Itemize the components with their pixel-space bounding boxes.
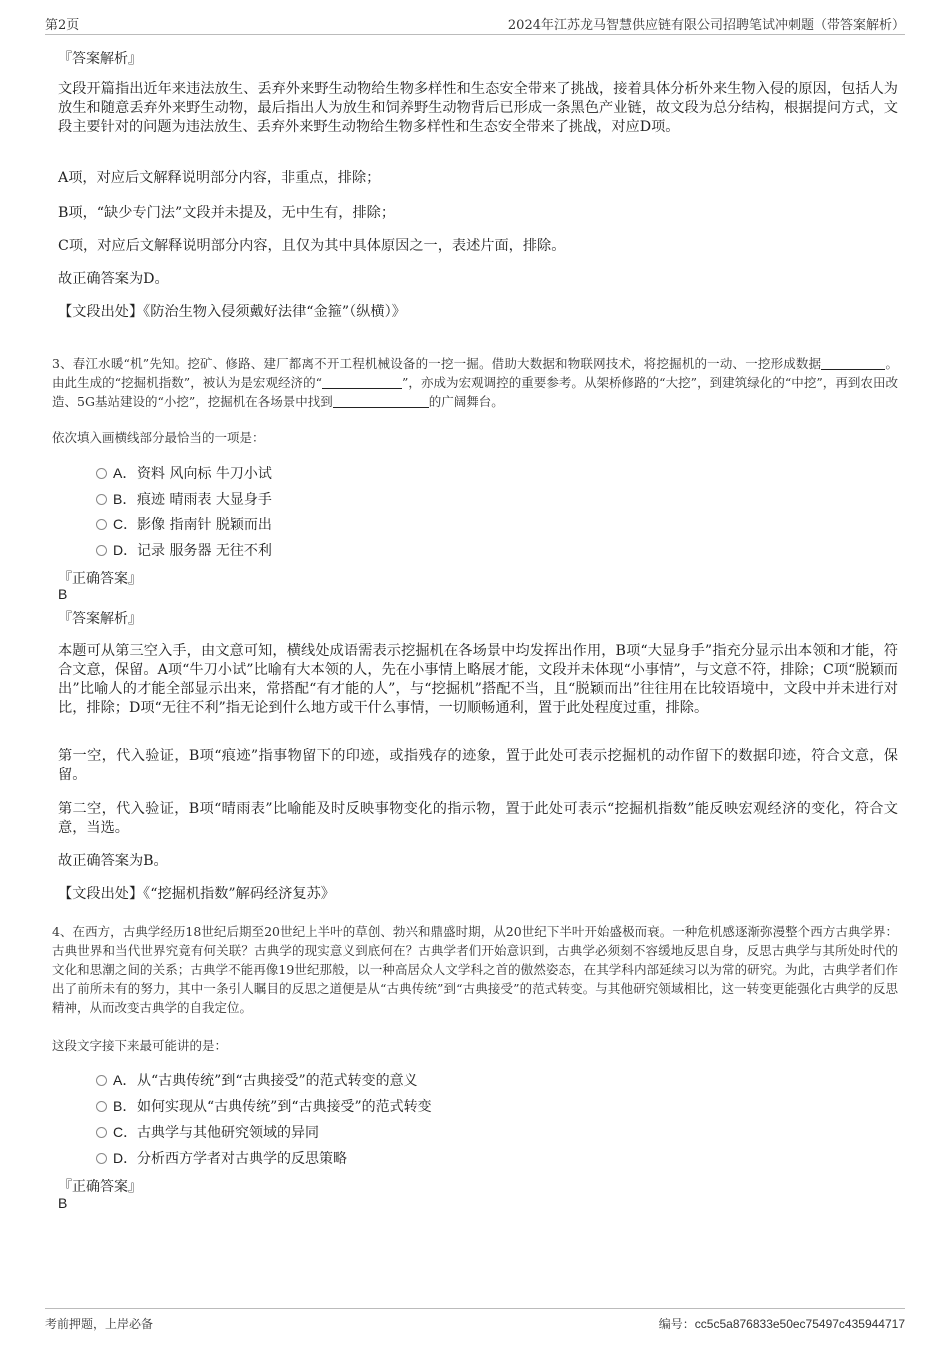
option-d[interactable]: D．分析西方学者对古典学的反思策略	[96, 1148, 347, 1168]
analysis-line-c: C项，对应后文解释说明部分内容，且仅为其中具体原因之一，表述片面，排除。	[58, 238, 566, 254]
option-b[interactable]: B．如何实现从“古典传统”到“古典接受”的范式转变	[96, 1096, 432, 1116]
page-footer	[45, 1308, 905, 1337]
analysis-paragraph: 文段开篇指出近年来违法放生、丢弃外来野生动物给生物多样性和生态安全带来了挑战，接着具体分析外来生物入侵的原因，包括人为放生和随意丢弃外来野生动物，最后指出人为放生和饲养野生动物背后已形成一条黑色产业链，故文段为总分结构，根据提问方式，文段主要针对的问题为违法放生、丢弃外来野生动物给生物多样性和生态安全带来了挑战，对应D项。	[58, 81, 898, 135]
answer-conclusion: 故正确答案为B。	[58, 853, 168, 869]
option-c[interactable]: C．影像 指南针 脱颖而出	[96, 514, 272, 534]
correct-answer: B	[58, 1195, 68, 1211]
option-a[interactable]: A．资料 风向标 牛刀小试	[96, 463, 272, 483]
answer-conclusion: 故正确答案为D。	[58, 271, 169, 287]
document-code: 编号：cc5c5a876833e50ec75497c435944717	[658, 1317, 905, 1331]
document-title: 2024年江苏龙马智慧供应链有限公司招聘笔试冲刺题（带答案解析）	[507, 18, 905, 33]
correct-answer-tag: 『正确答案』	[58, 571, 142, 587]
radio-icon[interactable]	[96, 545, 107, 556]
analysis-tag: 『答案解析』	[58, 51, 142, 67]
page-number: 第2页	[45, 18, 80, 33]
analysis-line-b: B项，“缺少专门法”文段并未提及，无中生有，排除；	[58, 205, 396, 221]
footer-slogan: 考前押题，上岸必备	[45, 1317, 154, 1331]
analysis-paragraph-2: 第一空，代入验证，B项“痕迹”指事物留下的印迹，或指残存的迹象，置于此处可表示挖掘机的动作留下的数据印迹，符合文意，保留。	[58, 748, 898, 783]
blank-2	[322, 375, 402, 389]
radio-icon[interactable]	[96, 1101, 107, 1112]
blank-1	[821, 356, 885, 370]
question-4-text: 4、在西方，古典学经历18世纪后期至20世纪上半叶的草创、勃兴和鼎盛时期，从20世纪下半叶开始盛极而衰。一种危机感逐渐弥漫整个西方古典学界：古典世界和当代世界究竟有何关联？古典学的现实意义到底何在？古典学者们开始意识到，古典学必须刻不容缓地反思自身，反思古典学与其所处时代的文化和思潮之间的关系；古典学不能再像19世纪那般，以一种高居众人文学科之首的傲然姿态，在其学科内部延续习以为常的研究。为此，古典学者们作出了前所未有的努力，其中一条引人瞩目的反思之道便是从“古典传统”到“古典接受”的范式转变。与其他研究领域相比，这一转变更能强化古典学的反思精神，从而改变古典学的自我定位。	[52, 924, 898, 1015]
radio-icon[interactable]	[96, 1075, 107, 1086]
radio-icon[interactable]	[96, 519, 107, 530]
radio-icon[interactable]	[96, 494, 107, 505]
blank-3	[333, 394, 429, 408]
question-3-text: 3、春江水暖“机”先知。挖矿、修路、建厂都离不开工程机械设备的一挖一掘。借助大数据和物联网技术，将挖掘机的一动、一挖形成数据 。由此生成的“挖掘机指数”，被认为是宏观经济的“ ”，亦成为宏观调控的重要参考。从架桥修路的“大挖”，到建筑绿化的“中挖”，再到农田改造、5G基站建设的“小挖”，挖掘机在各场景中找到 的广阔舞台。	[52, 356, 898, 409]
source-citation: 【文段出处】《“挖掘机指数”解码经济复苏》	[58, 886, 335, 902]
radio-icon[interactable]	[96, 468, 107, 479]
correct-answer: B	[58, 586, 68, 602]
question-4-prompt: 这段文字接下来最可能讲的是：	[52, 1038, 228, 1053]
radio-icon[interactable]	[96, 1153, 107, 1164]
option-a[interactable]: A．从“古典传统”到“古典接受”的范式转变的意义	[96, 1070, 418, 1090]
option-c[interactable]: C．古典学与其他研究领域的异同	[96, 1122, 319, 1142]
analysis-paragraph-3: 第二空，代入验证，B项“晴雨表”比喻能及时反映事物变化的指示物，置于此处可表示“挖掘机指数”能反映宏观经济的变化，符合文意，当选。	[58, 801, 898, 836]
correct-answer-tag: 『正确答案』	[58, 1179, 142, 1195]
page-header	[45, 14, 905, 35]
analysis-paragraph: 本题可从第三空入手，由文意可知，横线处成语需表示挖掘机在各场景中均发挥出作用，B项“大显身手”指充分显示出本领和才能，符合文意，保留。A项“牛刀小试”比喻有大本领的人，先在小事情上略展才能，文段并未体现“小事情”，与文意不符，排除；C项“脱颖而出”比喻人的才能全部显示出来，常搭配“有才能的人”，与“挖掘机”搭配不当，且“脱颖而出”往往用在比较语境中，文段中并未进行对比，排除；D项“无往不利”指无论到什么地方或干什么事情，一切顺畅通利，置于此处程度过重，排除。	[58, 643, 898, 716]
question-3-prompt: 依次填入画横线部分最恰当的一项是：	[52, 430, 265, 445]
option-d[interactable]: D．记录 服务器 无往不利	[96, 540, 272, 560]
source-citation: 【文段出处】《防治生物入侵须戴好法律“金箍”（纵横）》	[58, 304, 406, 320]
option-b[interactable]: B．痕迹 晴雨表 大显身手	[96, 489, 272, 509]
analysis-line-a: A项，对应后文解释说明部分内容，非重点，排除；	[58, 170, 381, 186]
radio-icon[interactable]	[96, 1127, 107, 1138]
analysis-tag: 『答案解析』	[58, 611, 142, 627]
